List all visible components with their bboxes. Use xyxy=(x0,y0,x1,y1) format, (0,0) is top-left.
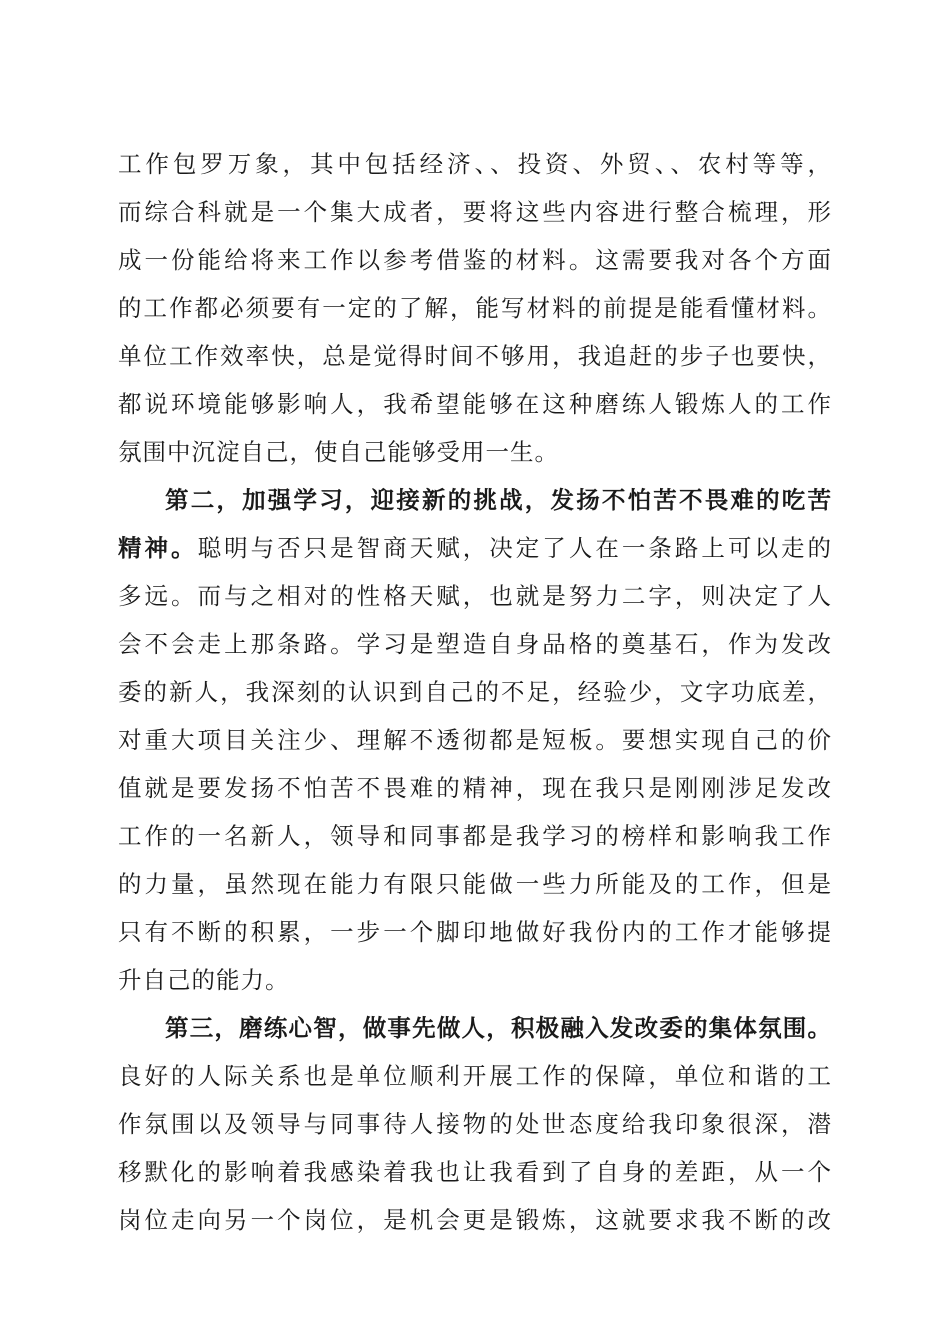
paragraph-2-line-9: 的力量，虽然现在能力有限只能做一些力所能及的工作，但是 xyxy=(118,870,832,898)
paragraph-2-line-3: 多远。而与之相对的性格天赋，也就是努力二字，则决定了人 xyxy=(118,582,832,610)
paragraph-3-line-3: 作氛围以及领导与同事待人接物的处世态度给我印象很深，潜 xyxy=(118,1110,832,1138)
paragraph-2-line-2-text: 聪明与否只是智商天赋，决定了人在一条路上可以走的 xyxy=(197,534,833,562)
paragraph-2-line-8: 工作的一名新人，领导和同事都是我学习的榜样和影响我工作 xyxy=(118,822,832,850)
paragraph-2-line-11: 升自己的能力。 xyxy=(118,966,290,994)
paragraph-1-line-6: 都说环境能够影响人，我希望能够在这种磨练人锻炼人的工作 xyxy=(118,390,832,418)
paragraph-1-line-7: 氛围中沉淀自己，使自己能够受用一生。 xyxy=(118,438,559,466)
paragraph-1-line-3: 成一份能给将来工作以参考借鉴的材料。这需要我对各个方面 xyxy=(118,246,832,274)
paragraph-3-line-2: 良好的人际关系也是单位顺利开展工作的保障，单位和谐的工 xyxy=(118,1062,832,1090)
paragraph-2-heading-end: 精神。 xyxy=(118,534,198,562)
paragraph-2-line-2 xyxy=(118,524,832,572)
paragraph-2-line-7: 值就是要发扬不怕苦不畏难的精神，现在我只是刚刚涉足发改 xyxy=(118,774,832,802)
paragraph-1-line-2: 而综合科就是一个集大成者，要将这些内容进行整合梳理，形 xyxy=(118,198,832,226)
paragraph-3-heading: 第三，磨练心智，做事先做人，积极融入发改委的集体氛围。 xyxy=(165,1014,832,1042)
paragraph-1-line-1: 工作包罗万象，其中包括经济、、投资、外贸、、农村等等， xyxy=(118,150,832,178)
paragraph-3-line-4: 移默化的影响着我感染着我也让我看到了自身的差距，从一个 xyxy=(118,1158,832,1186)
paragraph-2-line-6: 对重大项目关注少、理解不透彻都是短板。要想实现自己的价 xyxy=(118,726,832,754)
paragraph-2-heading-line-1: 第二，加强学习，迎接新的挑战，发扬不怕苦不畏难的吃苦 xyxy=(165,486,832,514)
paragraph-2-line-10: 只有不断的积累，一步一个脚印地做好我份内的工作才能够提 xyxy=(118,918,832,946)
document-body xyxy=(118,140,832,1244)
paragraph-1-line-4: 的工作都必须要有一定的了解，能写材料的前提是能看懂材料。 xyxy=(118,294,832,322)
paragraph-3-line-5: 岗位走向另一个岗位，是机会更是锻炼，这就要求我不断的改 xyxy=(118,1206,832,1234)
paragraph-2-line-5: 委的新人，我深刻的认识到自己的不足，经验少，文字功底差， xyxy=(118,678,832,706)
paragraph-2-line-4: 会不会走上那条路。学习是塑造自身品格的奠基石，作为发改 xyxy=(118,630,832,658)
paragraph-1-line-5: 单位工作效率快，总是觉得时间不够用，我追赶的步子也要快， xyxy=(118,342,832,370)
